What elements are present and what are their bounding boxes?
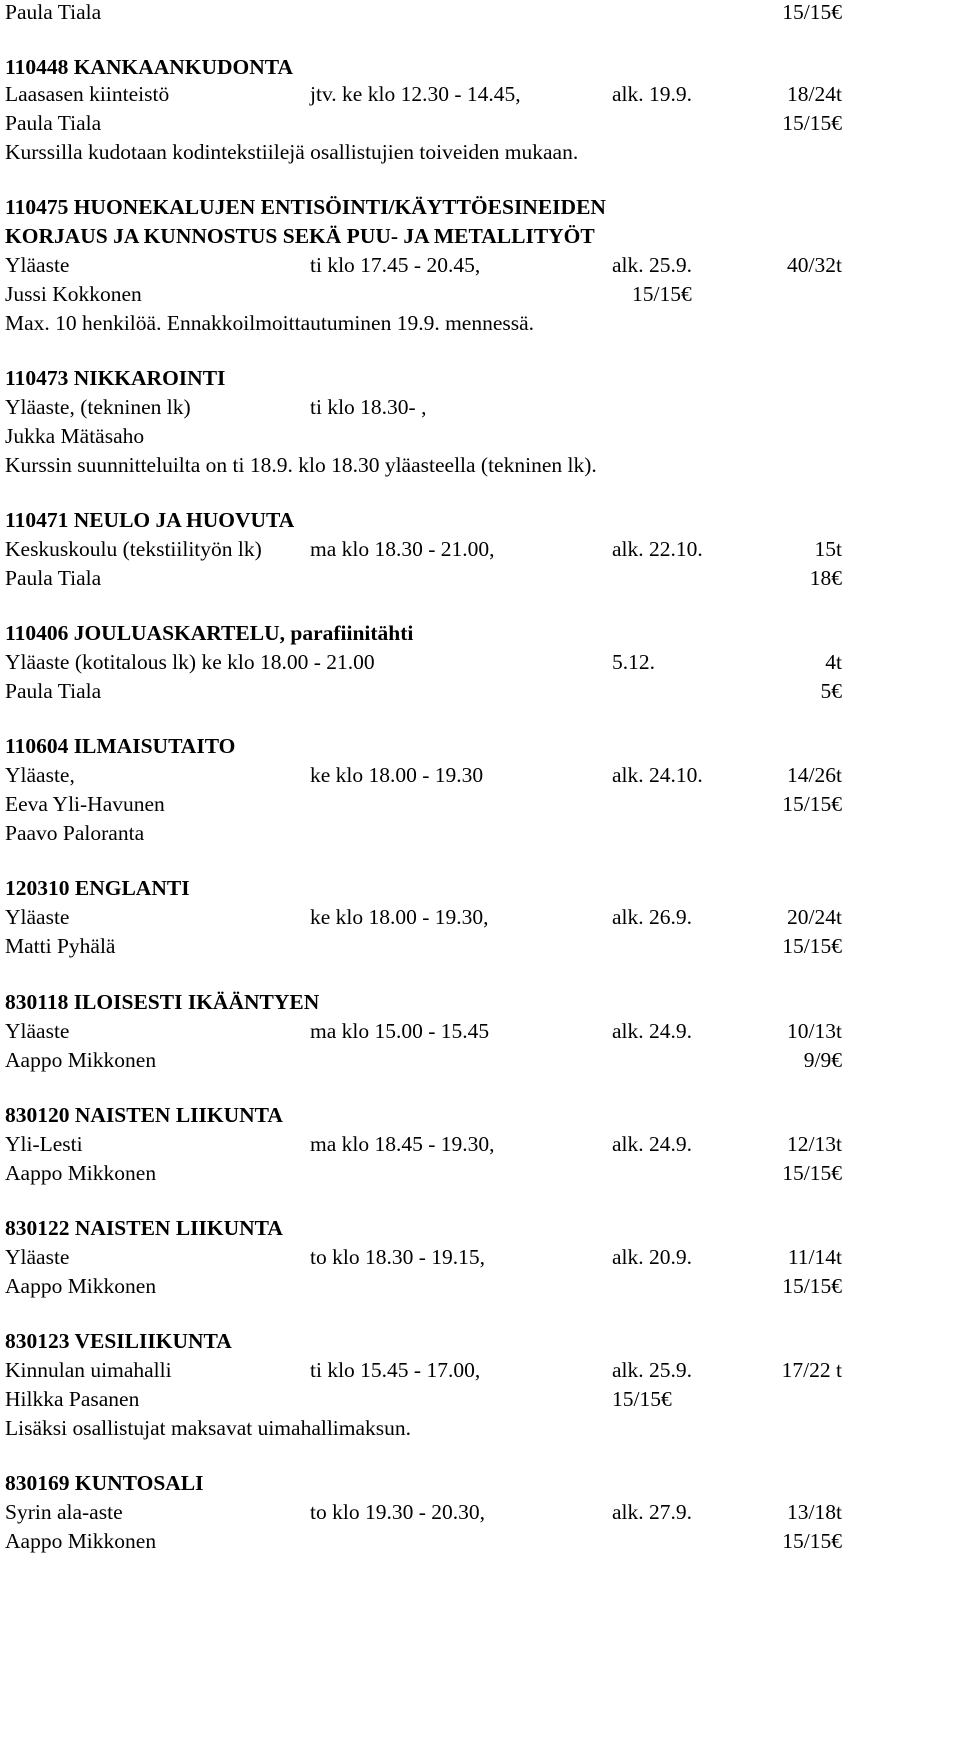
start-date: alk. 27.9. [612,1500,693,1524]
course-heading [5,1469,945,1498]
course-heading [5,222,945,251]
location-or-teacher: Yläaste [5,905,70,929]
course-line [5,80,945,109]
location-or-teacher: Paula Tiala [5,679,102,703]
location-or-teacher: Paula Tiala [5,0,102,24]
limits-and-fee: 12/13t [787,1132,842,1156]
limits-and-fee: 18/24t [787,82,842,106]
schedule: to klo 18.30 - 19.15, [310,1245,485,1269]
limits-and-fee: 20/24t [787,905,842,929]
schedule: ke klo 18.00 - 19.30 [310,763,484,787]
schedule: ma klo 18.45 - 19.30, [310,1132,495,1156]
course-line [5,1046,945,1075]
course-title: 120310 ENGLANTI [5,876,190,900]
course-heading [5,506,945,535]
course-title: 110406 JOULUASKARTELU, parafiinitähti [5,621,414,645]
limits-and-fee: 13/18t [787,1500,842,1524]
course-title: 110604 ILMAISUTAITO [5,734,236,758]
course-heading [5,193,945,222]
start-date: alk. 24.9. [612,1132,693,1156]
course-title: 110471 NEULO JA HUOVUTA [5,508,295,532]
course-heading [5,1214,945,1243]
location-or-teacher: Syrin ala-aste [5,1500,123,1524]
limits-and-fee: 18€ [809,566,842,590]
course-heading [5,874,945,903]
course-heading [5,364,945,393]
course-line [5,1356,945,1385]
start-date: alk. 26.9. [612,905,693,929]
location-or-teacher: Laasasen kiinteistö [5,82,170,106]
limits-and-fee: 15t [814,537,842,561]
schedule: ke klo 18.00 - 19.30, [310,905,489,929]
location-or-teacher: Yli-Lesti [5,1132,83,1156]
location-or-teacher: Aappo Mikkonen [5,1161,157,1185]
course-heading [5,988,945,1017]
course-note [5,138,945,167]
start-date: alk. 25.9. [612,253,693,277]
course-line [5,1385,945,1414]
course-line [5,1527,945,1556]
limits-and-fee: 4t [825,650,842,674]
location-or-teacher: Kinnulan uimahalli [5,1358,172,1382]
course-line [5,251,945,280]
location-or-teacher: Yläaste [5,253,70,277]
limits-and-fee: 10/13t [787,1019,842,1043]
location-or-teacher: Yläaste [5,1245,70,1269]
course-title: 830118 ILOISESTI IKÄÄNTYEN [5,990,320,1014]
location-or-teacher: Jussi Kokkonen [5,282,142,306]
location-or-teacher: Aappo Mikkonen [5,1274,157,1298]
location-or-teacher: Hilkka Pasanen [5,1387,140,1411]
course-line [5,677,945,706]
schedule: to klo 19.30 - 20.30, [310,1500,485,1524]
course-title: KORJAUS JA KUNNOSTUS SEKÄ PUU- JA METALLITYÖT [5,224,595,248]
schedule: ti klo 15.45 - 17.00, [310,1358,481,1382]
schedule: jtv. ke klo 12.30 - 14.45, [310,82,521,106]
course-line [5,903,945,932]
course-line [5,393,945,422]
limits-and-fee: 15/15€ [782,0,842,24]
course-line [5,761,945,790]
start-date: alk. 22.10. [612,537,703,561]
location-or-teacher: Yläaste, [5,763,75,787]
course-title: 110475 HUONEKALUJEN ENTISÖINTI/KÄYTTÖESINEIDEN [5,195,606,219]
start-date: 15/15€ [632,282,692,306]
limits-and-fee: 40/32t [787,253,842,277]
start-date: 15/15€ [612,1387,672,1411]
course-line [5,1130,945,1159]
course-line [5,1272,945,1301]
course-heading [5,1327,945,1356]
course-title: 110448 KANKAANKUDONTA [5,55,294,79]
limits-and-fee: 5€ [820,679,842,703]
location-or-teacher: Keskuskoulu (tekstiilityön lk) [5,537,262,561]
location-or-teacher: Aappo Mikkonen [5,1048,157,1072]
course-note [5,451,945,480]
location-or-teacher: Yläaste [5,1019,70,1043]
limits-and-fee: 9/9€ [803,1048,842,1072]
location-or-teacher: Paavo Paloranta [5,821,145,845]
course-title: 110473 NIKKAROINTI [5,366,226,390]
course-line [5,280,945,309]
location-or-teacher: Eeva Yli-Havunen [5,792,165,816]
course-heading [5,53,945,82]
note-text: Lisäksi osallistujat maksavat uimahallimaksun. [5,1416,412,1440]
course-line [5,1243,945,1272]
start-date: 5.12. [612,650,655,674]
start-date: alk. 24.9. [612,1019,693,1043]
location-or-teacher: Jukka Mätäsaho [5,424,145,448]
course-line [5,819,945,848]
location-or-teacher: Matti Pyhälä [5,934,116,958]
location-or-teacher: Paula Tiala [5,111,102,135]
schedule: ti klo 18.30- , [310,395,427,419]
start-date: alk. 19.9. [612,82,693,106]
location-or-teacher: Aappo Mikkonen [5,1529,157,1553]
course-note [5,1414,945,1443]
course-line [5,932,945,961]
course-note [5,309,945,338]
course-line [5,648,945,677]
start-date: alk. 20.9. [612,1245,693,1269]
note-text: Max. 10 henkilöä. Ennakkoilmoittautuminen 19.9. mennessä. [5,311,535,335]
course-heading [5,619,945,648]
note-text: Kurssin suunnitteluilta on ti 18.9. klo 18.30 yläasteella (tekninen lk). [5,453,597,477]
limits-and-fee: 15/15€ [782,934,842,958]
limits-and-fee: 15/15€ [782,1529,842,1553]
note-text: Kurssilla kudotaan kodintekstiilejä osallistujien toiveiden mukaan. [5,140,579,164]
limits-and-fee: 17/22 t [781,1358,842,1382]
limits-and-fee: 15/15€ [782,1161,842,1185]
location-or-teacher: Yläaste, (tekninen lk) [5,395,191,419]
location-or-teacher: Yläaste (kotitalous lk) ke klo 18.00 - 21.00 [5,650,375,674]
course-title: 830169 KUNTOSALI [5,1471,204,1495]
course-title: 830120 NAISTEN LIIKUNTA [5,1103,283,1127]
limits-and-fee: 15/15€ [782,1274,842,1298]
start-date: alk. 24.10. [612,763,703,787]
location-or-teacher: Paula Tiala [5,566,102,590]
course-line [5,0,945,27]
course-line [5,790,945,819]
course-line [5,535,945,564]
course-line [5,1159,945,1188]
limits-and-fee: 15/15€ [782,792,842,816]
schedule: ma klo 18.30 - 21.00, [310,537,495,561]
course-line [5,422,945,451]
start-date: alk. 25.9. [612,1358,693,1382]
course-title: 830123 VESILIIKUNTA [5,1329,232,1353]
course-line [5,109,945,138]
course-line [5,1498,945,1527]
course-line [5,564,945,593]
schedule: ma klo 15.00 - 15.45 [310,1019,490,1043]
limits-and-fee: 11/14t [787,1245,842,1269]
course-line [5,1017,945,1046]
course-heading [5,1101,945,1130]
limits-and-fee: 14/26t [787,763,842,787]
limits-and-fee: 15/15€ [782,111,842,135]
course-heading [5,732,945,761]
schedule: ti klo 17.45 - 20.45, [310,253,481,277]
course-title: 830122 NAISTEN LIIKUNTA [5,1216,283,1240]
